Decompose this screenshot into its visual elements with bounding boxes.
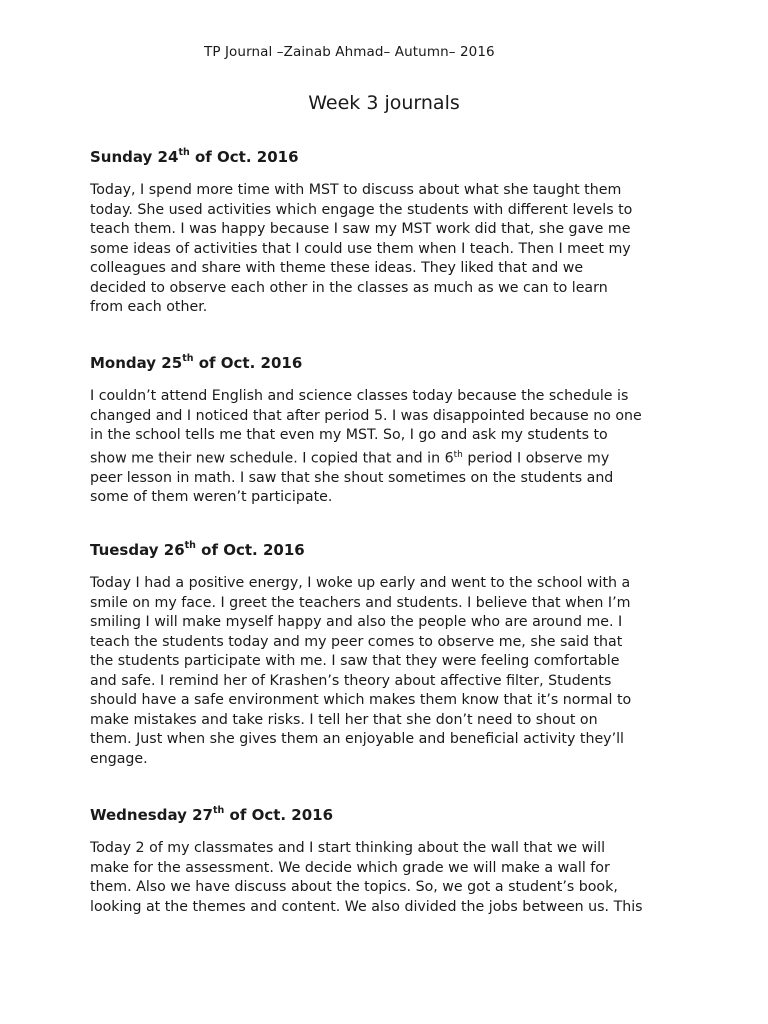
- entry-day: Wednesday 27: [90, 806, 213, 824]
- entry-ordinal: th: [182, 353, 194, 364]
- document-header: TP Journal –Zainab Ahmad– Autumn– 2016: [204, 44, 495, 60]
- entry-date-rest: of Oct. 2016: [224, 806, 334, 824]
- entry-day: Tuesday 26: [90, 541, 185, 559]
- entry-ordinal: th: [178, 147, 190, 158]
- entry-date-rest: of Oct. 2016: [195, 541, 305, 559]
- entry-body-text: period I observe my peer lesson in math. I saw that she shout sometimes on the students and some of them weren’t participate.: [90, 450, 614, 506]
- entry-heading: [90, 802, 690, 825]
- entry-body-text: I couldn’t attend English and science classes today because the schedule is changed and I noticed that after period 5. I was disappointed because no one in the school tells me that even my MST. So, I go and ask my students to show me their new schedule. I copied that and in 6: [90, 388, 642, 467]
- entry-body: Today I had a positive energy, I woke up early and went to the school with a smile on my face. I greet the teachers and students. I believe that when I’m smiling I will make myself happy and also the people who are around me. I teach the students today and my peer comes to observe me, she said that the students participate with me. I saw that they were feeling comfortable and safe. I remind her of Krashen’s theory about affective filter, Students should have a safe environment which makes them know that it’s normal to make mistakes and take risks. I tell her that she don’t need to shout on them. Just when she gives them an enjoyable and beneficial activity they’ll engage.: [90, 575, 632, 767]
- journal-entry-monday: [90, 350, 690, 508]
- entry-day: Monday 25: [90, 354, 183, 372]
- entry-body: Today 2 of my classmates and I start thinking about the wall that we will make for the assessment. We decide which grade we will make a wall for them. Also we have discuss about the topics. So, we got a student’s book, looking at the themes and content. We also divided the jobs between us. This: [90, 840, 643, 915]
- page-title: Week 3 journals: [308, 92, 460, 114]
- entry-heading: [90, 144, 690, 167]
- entry-day: Sunday 24: [90, 148, 179, 166]
- entry-date-rest: of Oct. 2016: [189, 148, 299, 166]
- entry-body: [90, 387, 690, 508]
- entry-heading: [90, 537, 690, 560]
- entry-ordinal: th: [184, 540, 196, 551]
- journal-entry-wednesday: [90, 802, 690, 917]
- entry-body: Today, I spend more time with MST to discuss about what she taught them today. She used activities which engage the students with different levels to teach them. I was happy because I saw my MST work did that, she gave me some ideas of activities that I could use them when I teach. Then I meet my colleagues and share with theme these ideas. They liked that and we decided to observe each other in the classes as much as we can to learn from each other.: [90, 182, 633, 315]
- entry-body-ordinal: th: [453, 449, 463, 460]
- journal-entry-sunday: [90, 144, 690, 318]
- entry-date-rest: of Oct. 2016: [193, 354, 303, 372]
- journal-entry-tuesday: [90, 537, 690, 769]
- entry-heading: [90, 350, 690, 373]
- entry-ordinal: th: [212, 805, 225, 816]
